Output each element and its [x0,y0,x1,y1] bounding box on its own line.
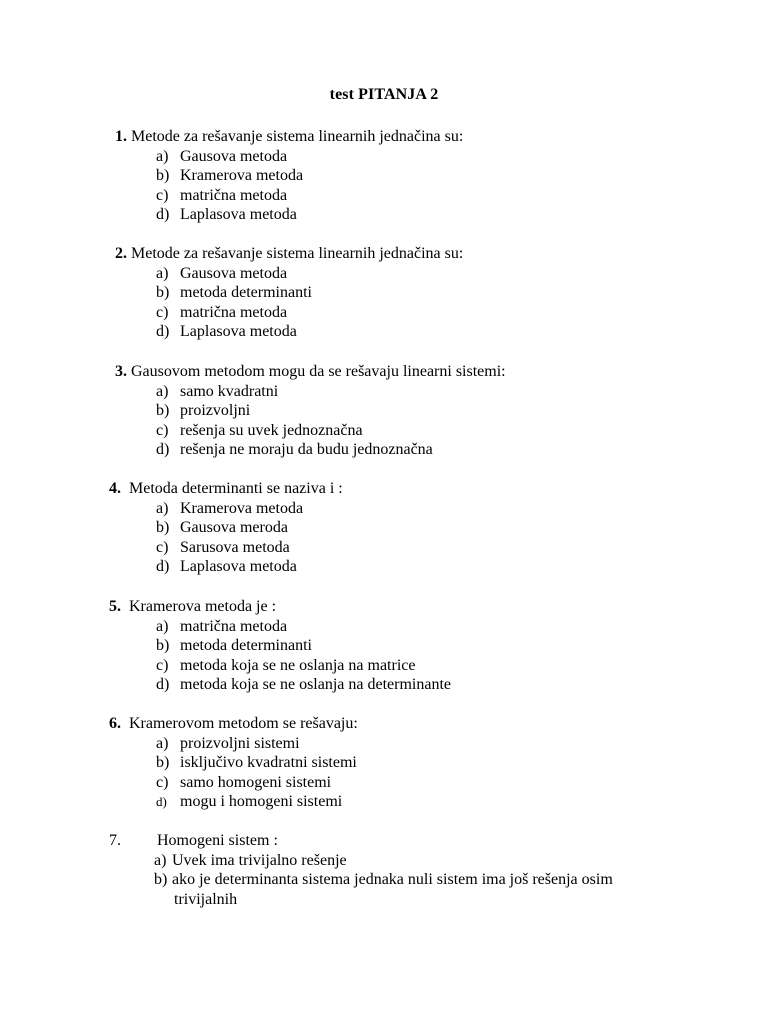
option-letter: c) [156,303,169,321]
option-letter: d) [156,206,170,224]
option-text: mogu i homogeni sistemi [180,793,343,811]
option-a [156,617,451,637]
option-text: Gausova metoda [180,264,288,282]
option-letter: a) [156,617,169,635]
option-letter: a) [156,734,169,752]
option-letter: b) [156,754,170,772]
option-b [156,753,358,773]
option-c [156,656,451,676]
option-text: trivijalnih [174,890,238,908]
option-b [156,401,506,421]
option-letter: d) [156,676,170,694]
option-a [156,264,463,284]
question-number: 5. [109,598,121,615]
option-c [156,538,343,558]
option-letter: a) [154,851,167,869]
option-letter: b) [156,519,170,537]
option-text: rešenja su uvek jednoznačna [180,421,363,439]
option-letter: b) [156,637,170,655]
option-letter: c) [156,421,169,439]
option-a [156,147,463,167]
option-a [156,499,343,519]
option-letter: a) [156,147,169,165]
question-number: 6. [109,715,121,732]
option-letter: b) [156,284,170,302]
option-c [156,773,358,793]
option-text: Laplasova metoda [180,206,297,224]
option-c [156,303,463,323]
question-2 [115,244,463,342]
option-b [156,636,451,656]
option-c [156,186,463,206]
question-text: Metode za rešavanje sistema linearnih jednačina su: [131,128,464,145]
option-d [156,557,343,577]
option-d [156,205,463,225]
option-letter: c) [156,656,169,674]
option-letter: d) [156,323,170,341]
option-a [156,382,506,402]
question-3 [115,362,506,460]
option-text: Sarusova metoda [180,538,290,556]
option-letter: b) [156,402,170,420]
option-text: metoda determinanti [180,284,312,302]
option-letter: d) [156,794,167,810]
option-text: Laplasova metoda [180,558,297,576]
question-text: Metode za rešavanje sistema linearnih jednačina su: [131,245,464,262]
option-b [156,518,343,538]
option-d [156,675,451,695]
option-letter: c) [156,773,169,791]
option-text: proizvoljni [180,402,251,420]
question-5 [109,597,451,695]
option-b [156,166,463,186]
question-1 [115,127,463,225]
option-text: Kramerova metoda [180,499,304,517]
question-number: 4. [109,480,121,497]
question-7 [109,831,613,909]
option-text: proizvoljni sistemi [180,734,300,752]
question-6 [109,714,358,812]
option-b [154,870,613,890]
option-d [156,792,358,812]
option-text: metoda determinanti [180,637,312,655]
option-text: ako je determinanta sistema jednaka nuli sistem ima još rešenja osim [172,871,613,889]
option-text: samo homogeni sistemi [180,773,332,791]
option-text: metoda koja se ne oslanja na matrice [180,656,416,674]
option-text: metoda koja se ne oslanja na determinante [180,676,452,694]
question-text: Kramerova metoda je : [129,598,277,615]
question-number: 3. [115,363,127,380]
question-number: 2. [115,245,127,262]
option-text: matrična metoda [180,617,288,635]
document-title: test PITANJA 2 [329,86,439,103]
option-d [156,322,463,342]
option-letter: b) [154,871,168,889]
option-letter: c) [156,186,169,204]
option-letter: d) [156,558,170,576]
option-text: matrična metoda [180,303,288,321]
option-d [156,440,506,460]
option-letter: d) [156,441,170,459]
question-number: 7. [109,832,121,849]
option-text: Gausova metoda [180,147,288,165]
option-b [156,283,463,303]
option-letter: b) [156,167,170,185]
question-text: Gausovom metodom mogu da se rešavaju linearni sistemi: [131,363,506,380]
option-c [156,421,506,441]
question-4 [109,479,343,577]
option-text: matrična metoda [180,186,288,204]
option-b-continuation [154,890,613,910]
option-letter: c) [156,538,169,556]
option-text: rešenja ne moraju da budu jednoznačna [180,441,433,459]
option-text: Laplasova metoda [180,323,297,341]
question-text: Metoda determinanti se naziva i : [129,480,343,497]
option-letter: a) [156,382,169,400]
option-text: Kramerova metoda [180,167,304,185]
option-text: samo kvadratni [180,382,279,400]
question-text: Homogeni sistem : [157,832,278,849]
option-text: Uvek ima trivijalno rešenje [172,851,347,869]
option-letter: a) [156,264,169,282]
option-a [154,851,613,871]
option-a [156,734,358,754]
option-letter: a) [156,499,169,517]
option-text: isključivo kvadratni sistemi [180,754,357,772]
question-text: Kramerovom metodom se rešavaju: [129,715,358,732]
option-text: Gausova meroda [180,519,288,537]
question-number: 1. [115,128,127,145]
